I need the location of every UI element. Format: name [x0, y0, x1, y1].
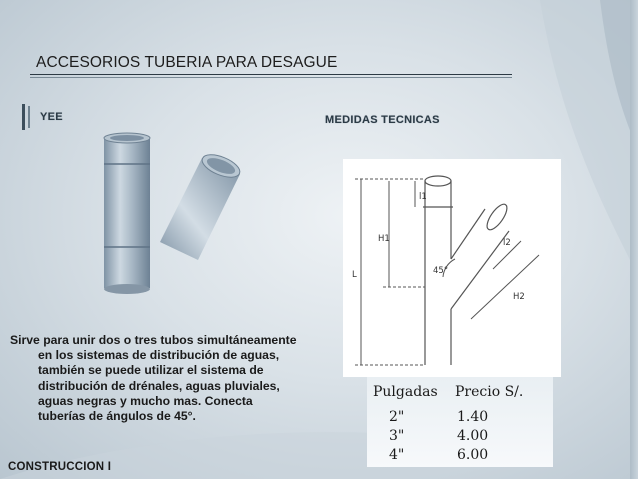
- diagram-label-h1: H1: [378, 234, 390, 244]
- price-table: [367, 377, 553, 467]
- price-row-size: 2": [389, 409, 405, 425]
- diagram-label-angle: 45°: [433, 266, 449, 276]
- section-bullet-icon: [22, 104, 36, 130]
- description-line: tuberías de ángulos de 45°.: [38, 409, 196, 424]
- slide-title: ACCESORIOS TUBERIA PARA DESAGUE: [36, 54, 338, 71]
- diagram-label-l: L: [352, 270, 357, 280]
- price-row-size: 4": [389, 447, 405, 463]
- title-underline: [30, 74, 512, 75]
- title-underline-secondary: [30, 77, 512, 78]
- diagram-label-h2: H2: [513, 292, 525, 302]
- technical-label: MEDIDAS TECNICAS: [325, 114, 440, 126]
- price-table-header-size: Pulgadas: [373, 384, 438, 400]
- description-line: Sirve para unir dos o tres tubos simultáneamente: [10, 333, 297, 347]
- yee-fitting-photo: [90, 132, 250, 304]
- price-table-header-price: Precio S/.: [455, 384, 524, 400]
- description-line: también se puede utilizar el sistema de: [38, 363, 264, 378]
- right-edge-band: [630, 0, 638, 479]
- diagram-label-l2: l2: [503, 238, 511, 248]
- diagram-label-l1: l1: [419, 192, 427, 202]
- section-label: YEE: [40, 111, 63, 123]
- description-line: distribución de drénales, aguas pluviales,: [38, 378, 280, 393]
- price-row-size: 3": [389, 428, 405, 444]
- price-row-value: 4.00: [457, 428, 489, 444]
- price-row-value: 1.40: [457, 409, 489, 425]
- footer-label: CONSTRUCCION I: [8, 461, 112, 473]
- description-line: en los sistemas de distribución de aguas,: [38, 348, 280, 363]
- description-text: [10, 333, 340, 424]
- technical-diagram: [343, 159, 561, 377]
- price-row-value: 6.00: [457, 447, 489, 463]
- description-line: aguas negras y mucho mas. Conecta: [38, 393, 253, 408]
